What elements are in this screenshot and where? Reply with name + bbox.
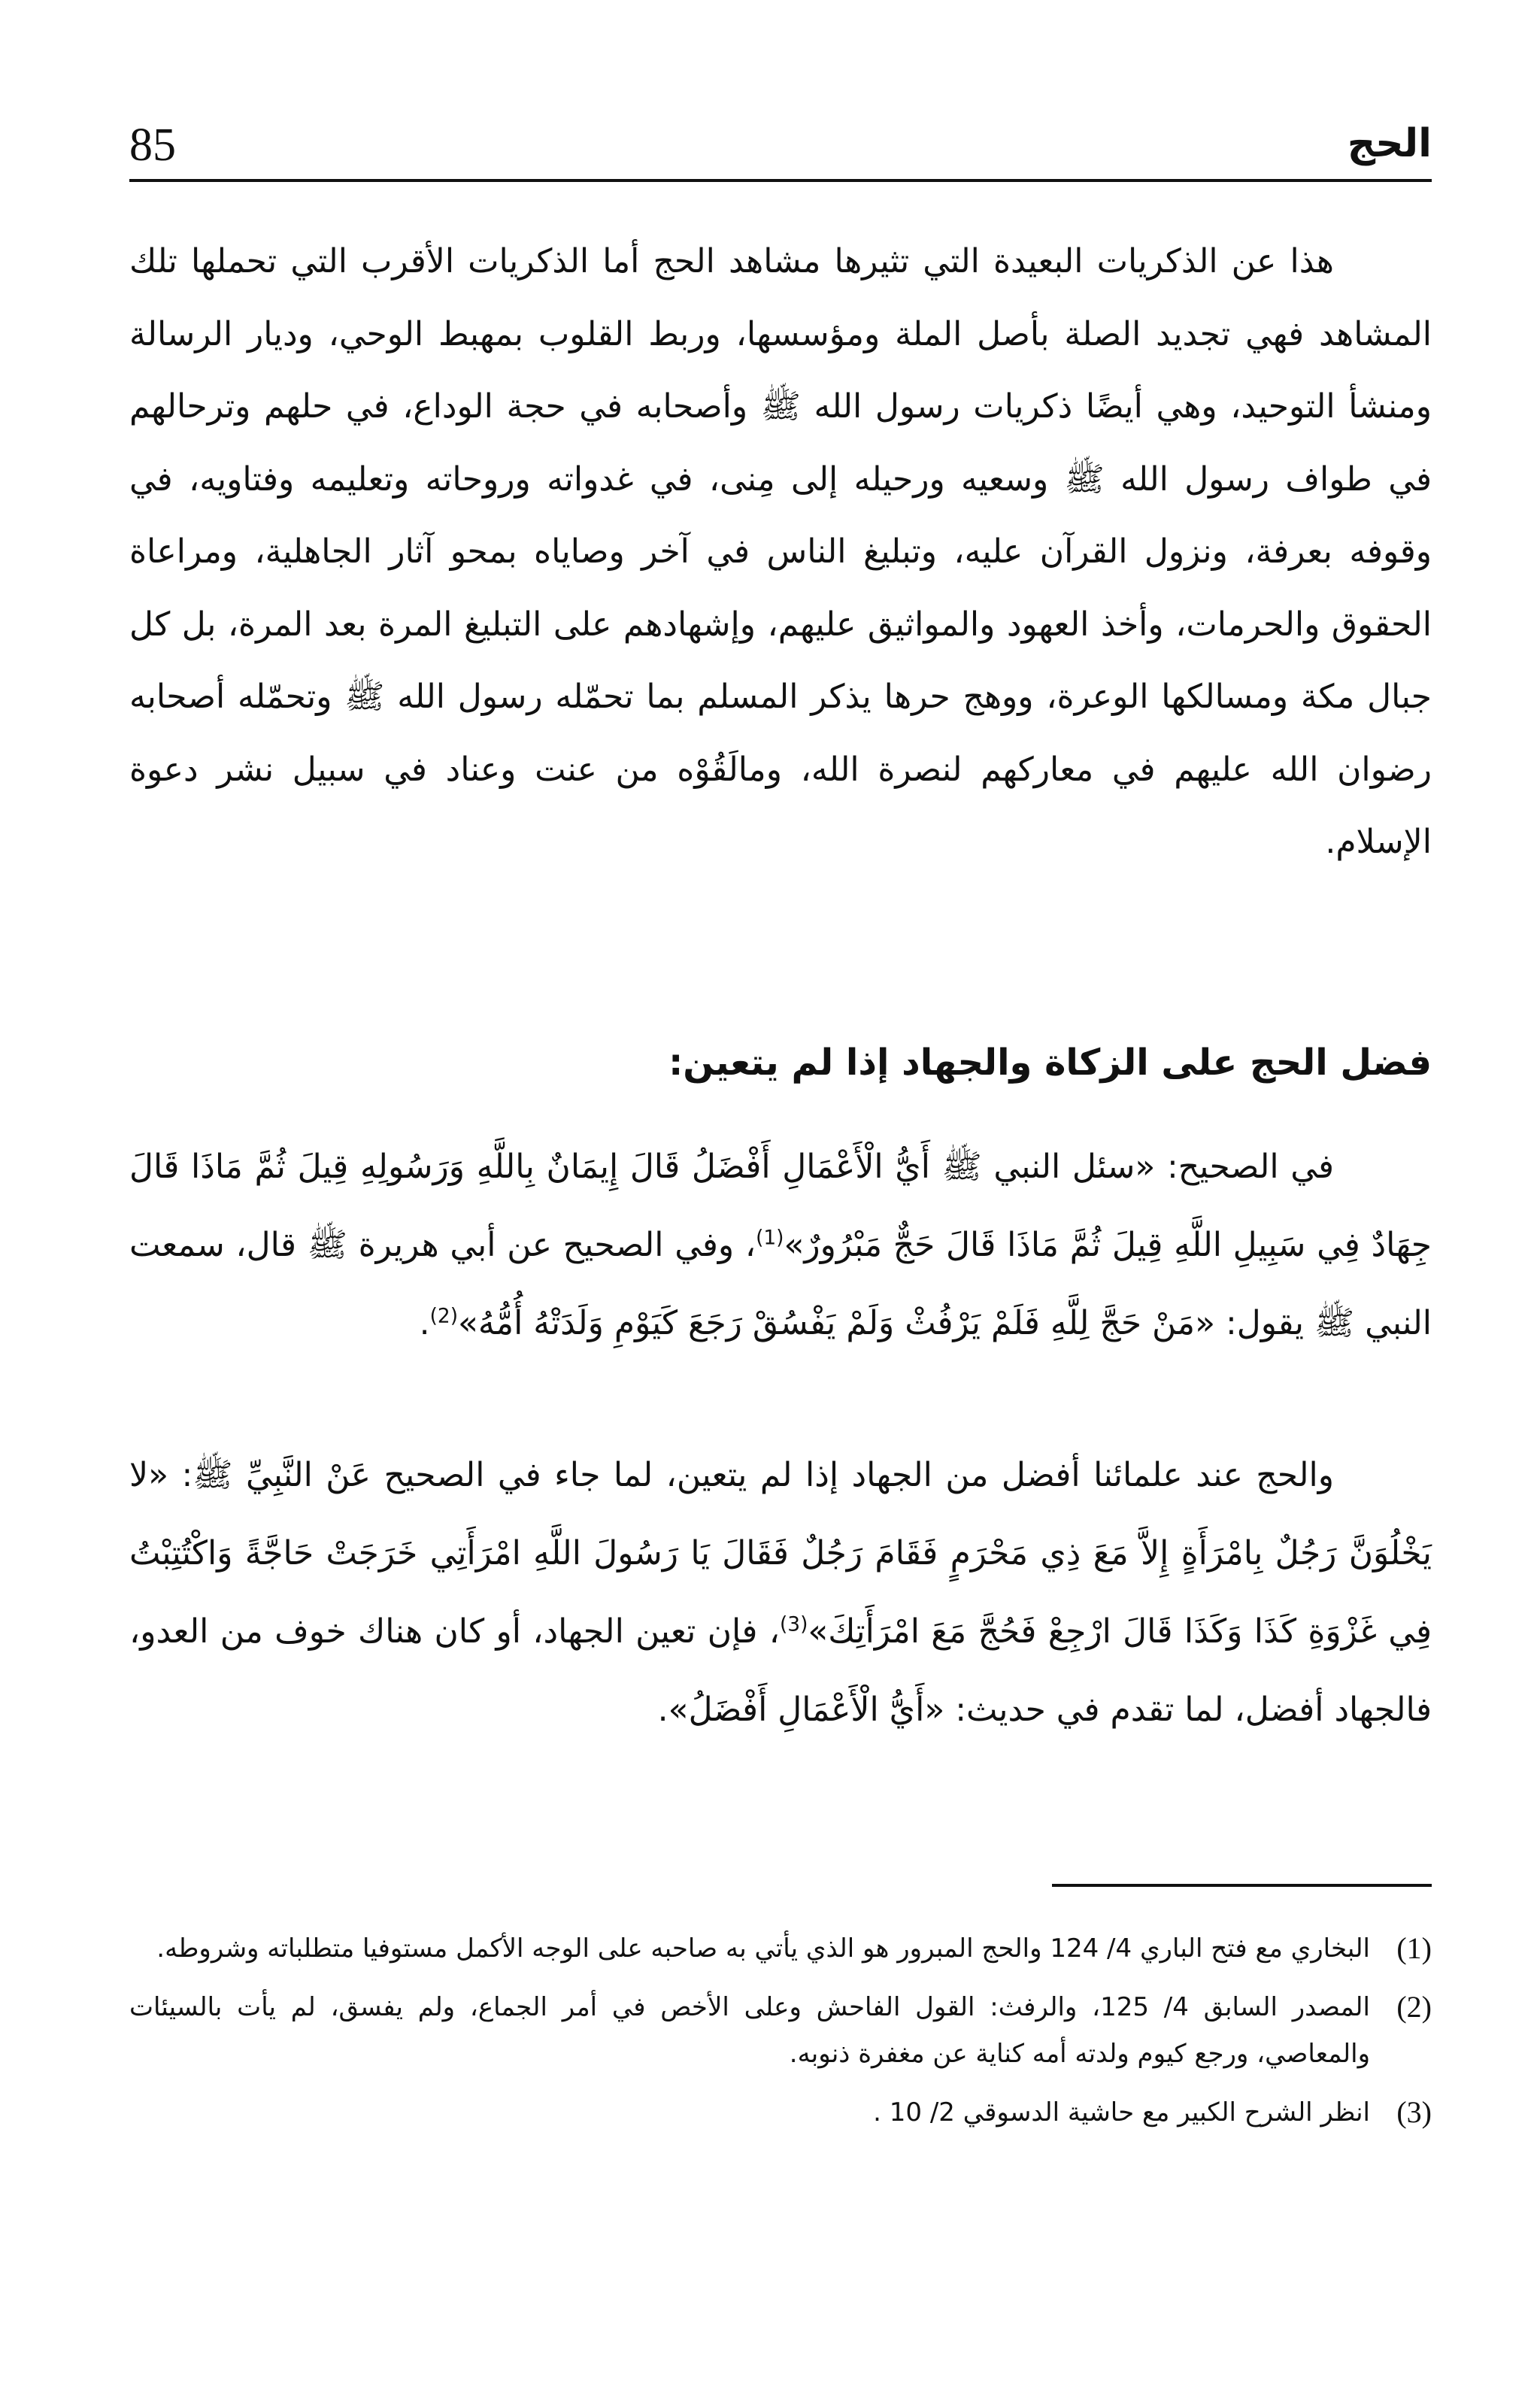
paragraph-end: .	[419, 1304, 430, 1342]
footnote-number: (1)	[1396, 1931, 1432, 1965]
footnote-item	[129, 2089, 1432, 2136]
footnote-item	[129, 1984, 1432, 2077]
footnote-item	[129, 1925, 1432, 1972]
paragraph-hajj-memories: هذا عن الذكريات البعيدة التي تثيرها مشاهد الحج أما الذكريات الأقرب التي تحملها تلك المشاهد فهي تجديد الصلة بأصل الملة ومؤسسها، وربط القلوب بمهبط الوحي، وديار الرسالة ومنشأ التوحيد، وهي أيضًا ذكريات رسول الله ﷺ وأصحابه في حجة الوداع، في حلهم وترحالهم في طواف رسول الله ﷺ وسعيه ورحيله إلى مِنى، في غدواته وروحاته وتعليمه وفتاويه، في وقوفه بعرفة، ونزول القرآن عليه، وتبليغ الناس في آخر وصاياه بمحو آثار الجاهلية، ومراعاة الحقوق والحرمات، وأخذ العهود والمواثيق عليهم، وإشهادهم على التبليغ المرة بعد المرة، بل كل جبال مكة ومسالكها الوعرة، ووهج حرها يذكر المسلم بما تحمّله رسول الله ﷺ وتحمّله أصحابه رضوان الله عليهم في معاركهم لنصرة الله، ومالَقُوْه من عنت وعناد في سبيل نشر دعوة الإسلام.	[129, 242, 1432, 861]
footnotes	[129, 1925, 1432, 2148]
hadith-text-2: ، وفي الصحيح عن أبي هريرة ﷺ قال، سمعت النبي ﷺ يقول: «مَنْ حَجَّ لِلَّهِ فَلَمْ يَرْفُثْ وَلَمْ يَفْسُقْ رَجَعَ كَيَوْمِ وَلَدَتْهُ أُمُّهُ»	[129, 1226, 1432, 1342]
footnote-ref-3: (3)	[780, 1612, 808, 1636]
footnote-text: انظر الشرح الكبير مع حاشية الدسوقي 2/ 10 .	[873, 2097, 1370, 2128]
paragraph-conclusion: ، فإن تعين الجهاد، أو كان هناك خوف من العدو، فالجهاد أفضل، لما تقدم في حديث: «أَيُّ الْأَعْمَالِ أَفْضَلُ».	[129, 1612, 1432, 1729]
paragraph-hajj-vs-jihad	[129, 1436, 1432, 1749]
footnote-ref-1: (1)	[756, 1226, 784, 1250]
footnote-divider	[1052, 1884, 1432, 1887]
page-number: 85	[129, 120, 176, 171]
chapter-title: الحج	[1347, 121, 1432, 166]
paragraph-hadith-best-deeds	[129, 1128, 1432, 1363]
hadith-text-3: والحج عند علمائنا أفضل من الجهاد إذا لم يتعين، لما جاء في الصحيح عَنْ النَّبِيِّ ﷺ: «لا يَخْلُوَنَّ رَجُلٌ بِامْرَأَةٍ إِلاَّ مَعَ ذِي مَحْرَمٍ فَقَامَ رَجُلٌ فَقَالَ يَا رَسُولَ اللَّهِ امْرَأَتِي خَرَجَتْ حَاجَّةً وَاكْتُتِبْتُ فِي غَزْوَةِ كَذَا وَكَذَا قَالَ ارْجِعْ فَحُجَّ مَعَ امْرَأَتِكَ»	[129, 1456, 1432, 1651]
section-heading: فضل الحج على الزكاة والجهاد إذا لم يتعين:	[668, 1042, 1432, 1084]
footnote-text: المصدر السابق 4/ 125، والرفث: القول الفاحش وعلى الأخص في أمر الجماع، ولم يفسق، لم يأت بالسيئات والمعاصي، ورجع كيوم ولدته أمه كناية عن مغفرة ذنوبه.	[129, 1992, 1370, 2069]
page-header	[129, 113, 1432, 182]
footnote-number: (2)	[1396, 1990, 1432, 2024]
footnote-ref-2: (2)	[429, 1304, 458, 1328]
hadith-text-1: في الصحيح: «سئل النبي ﷺ أَيُّ الْأَعْمَالِ أَفْضَلُ قَالَ إِيمَانٌ بِاللَّهِ وَرَسُولِهِ قِيلَ ثُمَّ مَاذَا قَالَ جِهَادٌ فِي سَبِيلِ اللَّهِ قِيلَ ثُمَّ مَاذَا قَالَ حَجٌّ مَبْرُورٌ»	[129, 1148, 1432, 1264]
footnote-text: البخاري مع فتح الباري 4/ 124 والحج المبرور هو الذي يأتي به صاحبه على الوجه الأكمل مستوفيا متطلباته وشروطه.	[156, 1933, 1370, 1964]
footnote-number: (3)	[1396, 2095, 1432, 2129]
